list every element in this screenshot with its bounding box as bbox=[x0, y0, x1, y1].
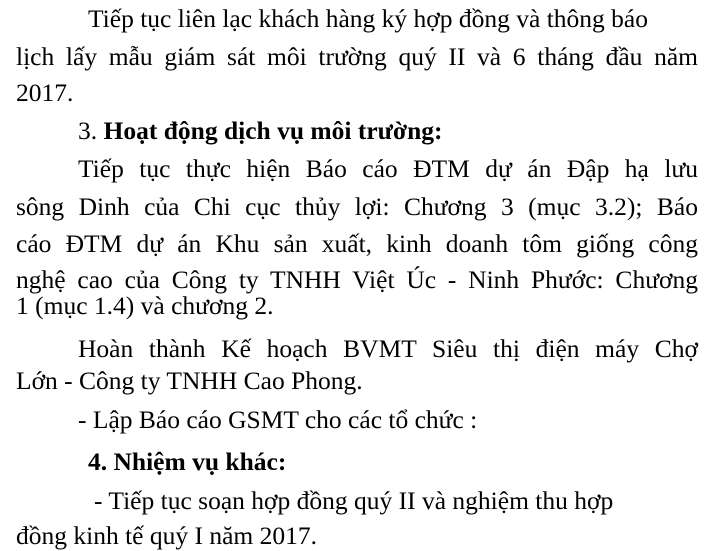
text-line: sông Dinh của Chi cục thủy lợi: Chương 3 (mục 3.2); Báo bbox=[16, 192, 698, 221]
section-heading bbox=[78, 116, 698, 146]
text-line: 1 (mục 1.4) và chương 2. bbox=[16, 291, 274, 320]
text-line: Tiếp tục thực hiện Báo cáo ĐTM dự án Đập hạ lưu bbox=[78, 154, 698, 183]
text-line: Lớn - Công ty TNHH Cao Phong. bbox=[16, 366, 363, 395]
section-heading: 4. Nhiệm vụ khác: bbox=[88, 447, 287, 476]
text-line: Tiếp tục liên lạc khách hàng ký hợp đồng và thông báo bbox=[88, 4, 648, 33]
text-line: cáo ĐTM dự án Khu sản xuất, kinh doanh tôm giống công bbox=[16, 229, 698, 258]
section-number: 3. bbox=[78, 116, 104, 145]
text-line: nghệ cao của Công ty TNHH Việt Úc - Ninh Phước: Chương bbox=[16, 265, 698, 294]
text-line: đồng kinh tế quý I năm 2017. bbox=[16, 521, 318, 550]
text-line: 2017. bbox=[16, 78, 74, 107]
text-line: - Lập Báo cáo GSMT cho các tổ chức : bbox=[78, 405, 478, 434]
text-line: lịch lấy mẫu giám sát môi trường quý II và 6 tháng đầu năm bbox=[16, 42, 698, 71]
text-line: Hoàn thành Kế hoạch BVMT Siêu thị điện máy Chợ bbox=[78, 334, 698, 363]
section-title: Hoạt động dịch vụ môi trường: bbox=[103, 116, 443, 145]
text-line: - Tiếp tục soạn hợp đồng quý II và nghiệm thu hợp bbox=[94, 486, 614, 515]
